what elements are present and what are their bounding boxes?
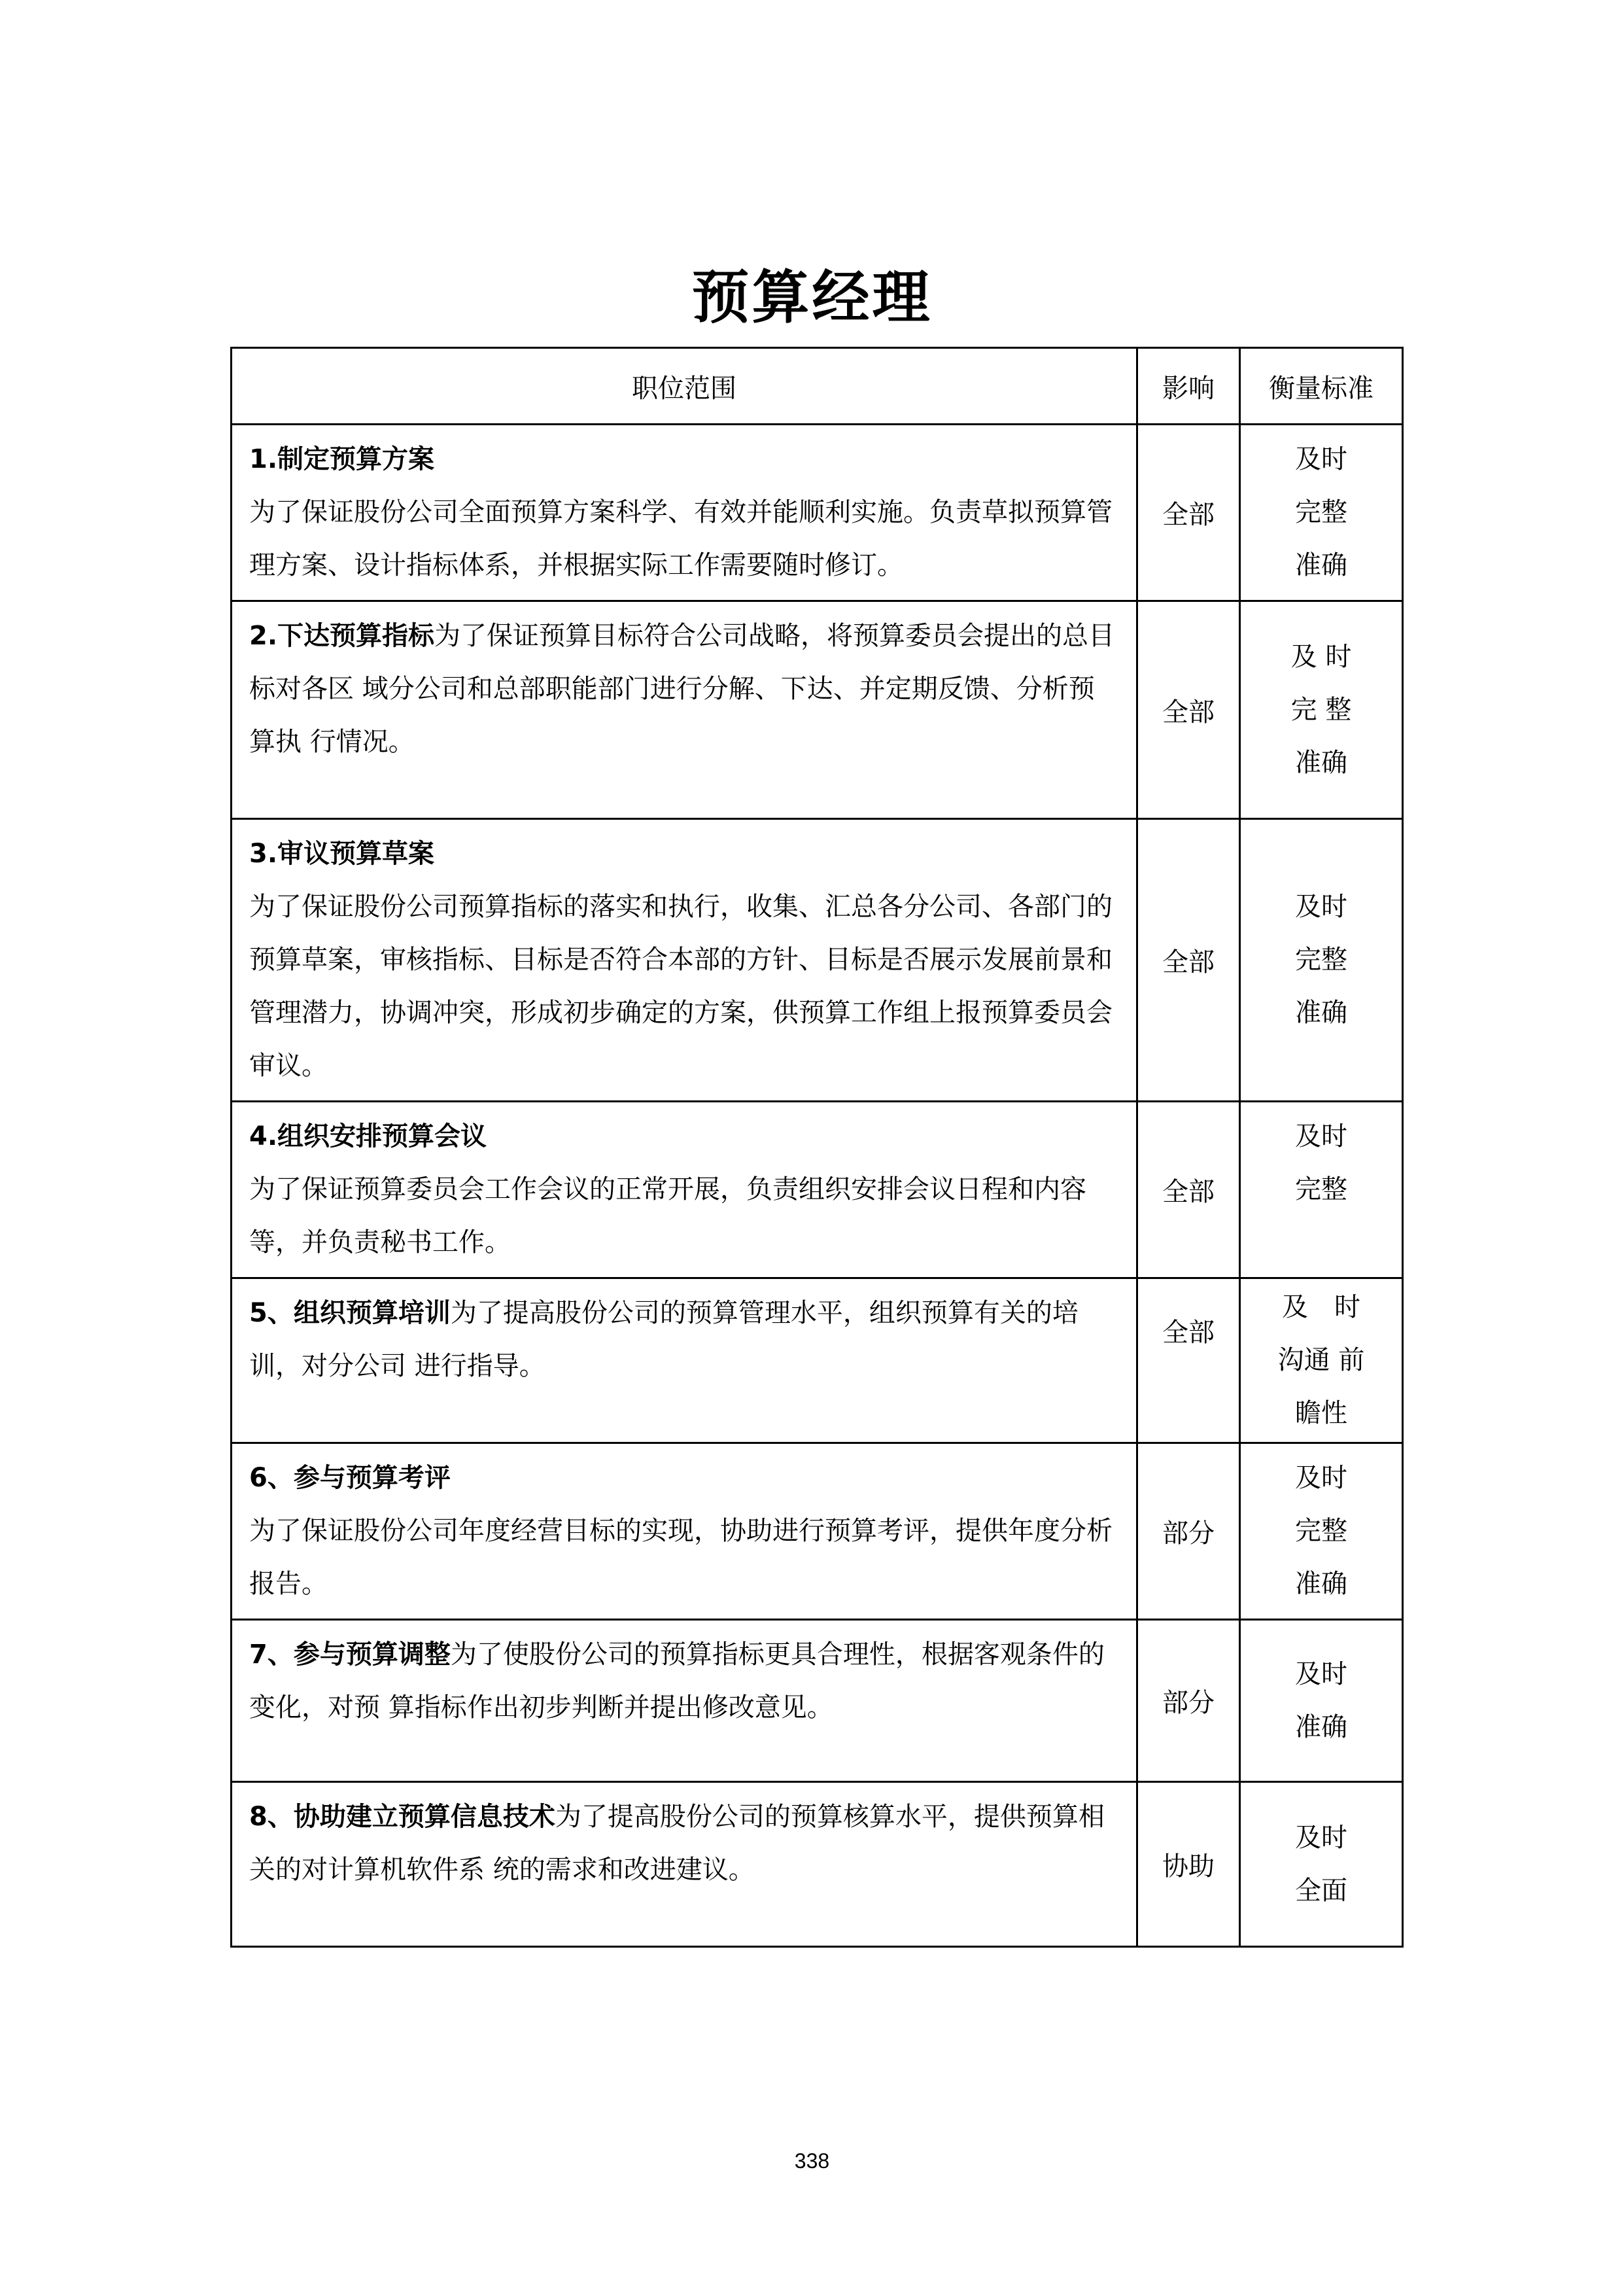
- duty-description: 为了保证股份公司预算指标的落实和执行，收集、汇总各分公司、各部门的预算草案，审核指标、目标是否符合本部的方针、目标是否展示发展前景和管理潜力，协调冲突，形成初步确定的方案，供预算工作组上报预算委员会审议。: [249, 892, 1113, 1081]
- scope-cell: [232, 1443, 1137, 1620]
- scope-cell: [232, 425, 1137, 601]
- duty-description: 为了保证预算委员会工作会议的正常开展，负责组织安排会议日程和内容等，并负责秘书工作。: [249, 1174, 1086, 1257]
- duty-title: 1.制定预算方案: [249, 444, 435, 474]
- duty-title: 4.组织安排预算会议: [249, 1121, 487, 1151]
- measure-cell: [1240, 1278, 1403, 1443]
- duty-title: 2.下达预算指标: [249, 621, 435, 651]
- duty-title: 8、协助建立预算信息技术: [249, 1802, 555, 1832]
- impact-cell: 全部: [1137, 1278, 1240, 1443]
- table-row: [232, 819, 1403, 1102]
- impact-cell: 全部: [1137, 819, 1240, 1102]
- impact-cell: 全部: [1137, 601, 1240, 819]
- measure-item: 瞻性: [1295, 1398, 1347, 1428]
- impact-cell: 全部: [1137, 1102, 1240, 1278]
- measure-item: 及时: [1295, 892, 1347, 922]
- measure-item: 完整: [1295, 497, 1347, 527]
- measure-cell: [1240, 425, 1403, 601]
- measure-item: 及时: [1295, 1463, 1347, 1493]
- impact-cell: 部分: [1137, 1620, 1240, 1782]
- measure-item: 完整: [1295, 945, 1347, 975]
- measure-item: 及时: [1295, 1658, 1347, 1689]
- measure-item: 准确: [1295, 1569, 1347, 1599]
- page-title: 预算经理: [691, 264, 933, 331]
- duty-title: 5、组织预算培训: [249, 1298, 451, 1328]
- scope-cell: [232, 601, 1137, 819]
- header-measure: 衡量标准: [1240, 348, 1403, 425]
- impact-cell: 部分: [1137, 1443, 1240, 1620]
- measure-item: 准确: [1295, 998, 1347, 1028]
- table-row: [232, 1782, 1403, 1947]
- duty-description: 为了使股份公司的预算指标更具合理性，根据客观条件的变化，对预 算指标作出初步判断并提出修改意见。: [249, 1639, 1105, 1723]
- duty-description: 为了提高股份公司的预算核算水平，提供预算相关的对计算机软件系 统的需求和改进建议。: [249, 1802, 1105, 1885]
- header-scope: 职位范围: [232, 348, 1137, 425]
- measure-item: 及时: [1295, 1822, 1347, 1853]
- scope-cell: [232, 1278, 1137, 1443]
- measure-cell: [1240, 1443, 1403, 1620]
- measure-cell: [1240, 1102, 1403, 1278]
- impact-cell: 协助: [1137, 1782, 1240, 1947]
- measure-item: 全面: [1295, 1875, 1347, 1906]
- table-row: [232, 1278, 1403, 1443]
- duty-description: 为了保证股份公司年度经营目标的实现，协助进行预算考评，提供年度分析报告。: [249, 1516, 1113, 1599]
- measure-item: 沟通 前: [1277, 1345, 1365, 1375]
- scope-cell: [232, 1102, 1137, 1278]
- duty-description: 为了保证股份公司全面预算方案科学、有效并能顺利实施。负责草拟预算管理方案、设计指标体系，并根据实际工作需要随时修订。: [249, 497, 1113, 580]
- duty-title: 3.审议预算草案: [249, 839, 435, 869]
- duty-description: 为了提高股份公司的预算管理水平，组织预算有关的培训，对分公司 进行指导。: [249, 1298, 1079, 1381]
- table-row: [232, 1102, 1403, 1278]
- measure-item: 准确: [1295, 550, 1347, 580]
- duty-title: 6、参与预算考评: [249, 1463, 451, 1493]
- duty-table: [230, 347, 1404, 1948]
- scope-cell: [232, 819, 1137, 1102]
- measure-cell: [1240, 1782, 1403, 1947]
- measure-item: 准确: [1295, 747, 1347, 778]
- table-row: [232, 1443, 1403, 1620]
- scope-cell: [232, 1782, 1137, 1947]
- measure-item: 及时: [1295, 444, 1347, 474]
- measure-item: 及时: [1295, 1121, 1347, 1151]
- measure-cell: [1240, 1620, 1403, 1782]
- measure-cell: [1240, 601, 1403, 819]
- header-impact: 影响: [1137, 348, 1240, 425]
- measure-item: 及 时: [1282, 1292, 1360, 1322]
- duty-title: 7、参与预算调整: [249, 1639, 451, 1670]
- measure-item: 准确: [1295, 1711, 1347, 1742]
- scope-cell: [232, 1620, 1137, 1782]
- table-row: [232, 425, 1403, 601]
- table-row: [232, 601, 1403, 819]
- measure-item: 及 时: [1290, 641, 1352, 672]
- measure-item: 完整: [1295, 1174, 1347, 1204]
- table-row: [232, 1620, 1403, 1782]
- impact-cell: 全部: [1137, 425, 1240, 601]
- measure-item: 完 整: [1290, 694, 1352, 725]
- table-header-row: [232, 348, 1403, 425]
- measure-item: 完整: [1295, 1516, 1347, 1546]
- duty-description: 为了保证预算目标符合公司战略，将预算委员会提出的总目标对各区 域分公司和总部职能部门进行分解、下达、并定期反馈、分析预算执 行情况。: [249, 621, 1115, 757]
- measure-cell: [1240, 819, 1403, 1102]
- page-number: 338: [794, 2149, 830, 2173]
